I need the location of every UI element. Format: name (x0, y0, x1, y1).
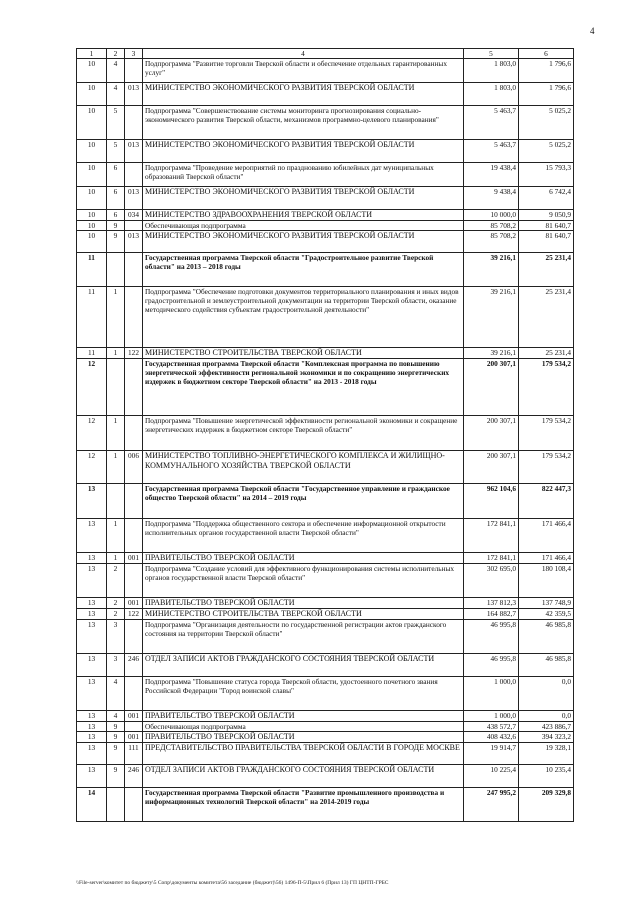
subprogram-code-cell: 1 (107, 348, 125, 359)
plan-amount-cell: 1 000,0 (464, 711, 519, 722)
table-row (77, 253, 574, 287)
agency-code-cell (125, 221, 143, 231)
program-code-cell: 11 (77, 253, 107, 287)
plan-amount-cell: 39 216,1 (464, 348, 519, 359)
program-code-cell: 10 (77, 210, 107, 221)
description-cell: МИНИСТЕРСТВО СТРОИТЕЛЬСТВА ТВЕРСКОЙ ОБЛАСТИ (143, 348, 464, 359)
actual-amount-cell: 46 985,8 (519, 620, 574, 654)
program-code-cell: 10 (77, 140, 107, 163)
description-cell: Обеспечивающая подпрограмма (143, 722, 464, 732)
program-code-cell: 12 (77, 359, 107, 416)
actual-amount-cell: 25 231,4 (519, 253, 574, 287)
subprogram-code-cell: 4 (107, 83, 125, 106)
subprogram-code-cell: 6 (107, 163, 125, 187)
description-cell: ОТДЕЛ ЗАПИСИ АКТОВ ГРАЖДАНСКОГО СОСТОЯНИЯ ТВЕРСКОЙ ОБЛАСТИ (143, 654, 464, 677)
subprogram-code-cell (107, 253, 125, 287)
description-cell: Подпрограмма "Проведение мероприятий по празднованию юбилейных дат муниципальных образований Тверской области" (143, 163, 464, 187)
table-row (77, 83, 574, 106)
plan-amount-cell: 438 572,7 (464, 722, 519, 732)
table-row (77, 765, 574, 788)
table-row (77, 609, 574, 620)
subprogram-code-cell: 3 (107, 620, 125, 654)
actual-amount-cell: 179 534,2 (519, 416, 574, 451)
description-cell: Подпрограмма "Обеспечение подготовки документов территориального планирования и иных видов градостроительной и землеустроительной документации на территории Тверской области, оказание методического содействия субъектам градостроительной деятельности" (143, 287, 464, 348)
subprogram-code-cell: 1 (107, 451, 125, 484)
plan-amount-cell: 46 995,8 (464, 620, 519, 654)
subprogram-code-cell: 9 (107, 231, 125, 253)
description-cell: Подпрограмма "Создание условий для эффективного функционирования системы исполнительных органов государственной власти Тверской области" (143, 564, 464, 598)
plan-amount-cell: 5 463,7 (464, 140, 519, 163)
plan-amount-cell: 19 914,7 (464, 743, 519, 765)
description-cell: ПРАВИТЕЛЬСТВО ТВЕРСКОЙ ОБЛАСТИ (143, 711, 464, 722)
agency-code-cell (125, 253, 143, 287)
agency-code-cell: 001 (125, 711, 143, 722)
header-col-1: 1 (77, 49, 107, 59)
program-code-cell: 11 (77, 287, 107, 348)
actual-amount-cell: 5 025,2 (519, 140, 574, 163)
subprogram-code-cell: 1 (107, 287, 125, 348)
table-row (77, 359, 574, 416)
subprogram-code-cell: 4 (107, 59, 125, 83)
program-code-cell: 10 (77, 187, 107, 210)
agency-code-cell (125, 722, 143, 732)
agency-code-cell (125, 677, 143, 711)
subprogram-code-cell: 2 (107, 564, 125, 598)
plan-amount-cell: 85 708,2 (464, 231, 519, 253)
program-code-cell: 13 (77, 654, 107, 677)
subprogram-code-cell: 6 (107, 187, 125, 210)
agency-code-cell (125, 788, 143, 822)
table-row (77, 416, 574, 451)
program-code-cell: 13 (77, 765, 107, 788)
actual-amount-cell: 1 796,6 (519, 59, 574, 83)
program-code-cell: 13 (77, 519, 107, 553)
actual-amount-cell: 137 748,9 (519, 598, 574, 609)
description-cell: ПРАВИТЕЛЬСТВО ТВЕРСКОЙ ОБЛАСТИ (143, 598, 464, 609)
subprogram-code-cell: 1 (107, 553, 125, 564)
actual-amount-cell: 209 329,8 (519, 788, 574, 822)
actual-amount-cell: 25 231,4 (519, 287, 574, 348)
program-code-cell: 13 (77, 722, 107, 732)
description-cell: ПРАВИТЕЛЬСТВО ТВЕРСКОЙ ОБЛАСТИ (143, 553, 464, 564)
agency-code-cell (125, 564, 143, 598)
description-cell: МИНИСТЕРСТВО ЭКОНОМИЧЕСКОГО РАЗВИТИЯ ТВЕРСКОЙ ОБЛАСТИ (143, 187, 464, 210)
table-row (77, 106, 574, 140)
description-cell: Государственная программа Тверской области "Комплексная программа по повышению энергетической эффективности региональной экономики и по сокращению энергетических издержек в бюджетном секторе Тверской области" на 2013 - 2018 годы (143, 359, 464, 416)
subprogram-code-cell: 1 (107, 519, 125, 553)
program-code-cell: 13 (77, 484, 107, 519)
subprogram-code-cell (107, 484, 125, 519)
actual-amount-cell: 81 640,7 (519, 221, 574, 231)
actual-amount-cell: 394 323,2 (519, 732, 574, 743)
program-code-cell: 13 (77, 732, 107, 743)
table-row (77, 519, 574, 553)
table-row (77, 348, 574, 359)
agency-code-cell: 013 (125, 231, 143, 253)
program-code-cell: 10 (77, 231, 107, 253)
plan-amount-cell: 164 882,7 (464, 609, 519, 620)
plan-amount-cell: 137 812,3 (464, 598, 519, 609)
description-cell: ПРЕДСТАВИТЕЛЬСТВО ПРАВИТЕЛЬСТВА ТВЕРСКОЙ ОБЛАСТИ В ГОРОДЕ МОСКВЕ (143, 743, 464, 765)
description-cell: Государственная программа Тверской области "Градостроительное развитие Тверской области" на 2013 – 2018 годы (143, 253, 464, 287)
table-row (77, 231, 574, 253)
description-cell: Государственная программа Тверской области "Развитие промышленного производства и информационных технологий Тверской области" на 2014-2019 годы (143, 788, 464, 822)
page-number: 4 (590, 26, 595, 36)
table-row (77, 564, 574, 598)
plan-amount-cell: 39 216,1 (464, 253, 519, 287)
agency-code-cell: 001 (125, 598, 143, 609)
plan-amount-cell: 9 438,4 (464, 187, 519, 210)
table-row (77, 598, 574, 609)
plan-amount-cell: 19 438,4 (464, 163, 519, 187)
actual-amount-cell: 42 359,5 (519, 609, 574, 620)
plan-amount-cell: 247 995,2 (464, 788, 519, 822)
program-code-cell: 13 (77, 564, 107, 598)
agency-code-cell (125, 416, 143, 451)
actual-amount-cell: 10 235,4 (519, 765, 574, 788)
actual-amount-cell: 180 108,4 (519, 564, 574, 598)
table-row (77, 677, 574, 711)
agency-code-cell: 013 (125, 187, 143, 210)
description-cell: МИНИСТЕРСТВО ТОПЛИВНО-ЭНЕРГЕТИЧЕСКОГО КОМПЛЕКСА И ЖИЛИЩНО-КОММУНАЛЬНОГО ХОЗЯЙСТВА ТВЕРСКОЙ ОБЛАСТИ (143, 451, 464, 484)
actual-amount-cell: 46 985,8 (519, 654, 574, 677)
program-code-cell: 12 (77, 451, 107, 484)
plan-amount-cell: 10 225,4 (464, 765, 519, 788)
agency-code-cell (125, 620, 143, 654)
subprogram-code-cell: 9 (107, 732, 125, 743)
subprogram-code-cell: 1 (107, 416, 125, 451)
actual-amount-cell: 81 640,7 (519, 231, 574, 253)
actual-amount-cell: 0,0 (519, 711, 574, 722)
subprogram-code-cell (107, 788, 125, 822)
program-code-cell: 13 (77, 711, 107, 722)
subprogram-code-cell: 2 (107, 609, 125, 620)
plan-amount-cell: 200 307,1 (464, 416, 519, 451)
subprogram-code-cell: 4 (107, 677, 125, 711)
subprogram-code-cell: 9 (107, 743, 125, 765)
program-code-cell: 13 (77, 609, 107, 620)
agency-code-cell: 013 (125, 83, 143, 106)
program-code-cell: 13 (77, 677, 107, 711)
actual-amount-cell: 171 466,4 (519, 519, 574, 553)
header-col-6: 6 (519, 49, 574, 59)
header-col-3: 3 (125, 49, 143, 59)
program-code-cell: 10 (77, 83, 107, 106)
description-cell: Подпрограмма "Организация деятельности по государственной регистрации актов гражданского состояния на территории Тверской области" (143, 620, 464, 654)
actual-amount-cell: 15 793,3 (519, 163, 574, 187)
plan-amount-cell: 1 803,0 (464, 59, 519, 83)
table-row (77, 484, 574, 519)
subprogram-code-cell: 4 (107, 711, 125, 722)
description-cell: Подпрограмма "Повышение статуса города Тверской области, удостоенного почетного звания Российской Федерации "Город воинской славы" (143, 677, 464, 711)
agency-code-cell (125, 287, 143, 348)
program-code-cell: 13 (77, 553, 107, 564)
table-row (77, 620, 574, 654)
subprogram-code-cell (107, 359, 125, 416)
description-cell: Подпрограмма "Совершенствование системы мониторинга прогнозирования социально-экономического развития Тверской области, механизмов программно-целевого планирования" (143, 106, 464, 140)
program-code-cell: 13 (77, 743, 107, 765)
plan-amount-cell: 1 803,0 (464, 83, 519, 106)
plan-amount-cell: 962 104,6 (464, 484, 519, 519)
table-row (77, 788, 574, 822)
description-cell: ОТДЕЛ ЗАПИСИ АКТОВ ГРАЖДАНСКОГО СОСТОЯНИЯ ТВЕРСКОЙ ОБЛАСТИ (143, 765, 464, 788)
table-row (77, 59, 574, 83)
description-cell: Подпрограмма "Поддержка общественного сектора и обеспечение информационной открытости исполнительных органов государственной власти Тверской области" (143, 519, 464, 553)
actual-amount-cell: 171 466,4 (519, 553, 574, 564)
agency-code-cell: 246 (125, 765, 143, 788)
plan-amount-cell: 302 695,0 (464, 564, 519, 598)
description-cell: Государственная программа Тверской области "Государственное управление и гражданское общество Тверской области" на 2014 – 2019 годы (143, 484, 464, 519)
table-row (77, 140, 574, 163)
agency-code-cell: 111 (125, 743, 143, 765)
plan-amount-cell: 172 841,1 (464, 519, 519, 553)
program-code-cell: 10 (77, 163, 107, 187)
table-row (77, 743, 574, 765)
plan-amount-cell: 172 841,1 (464, 553, 519, 564)
table-row (77, 711, 574, 722)
plan-amount-cell: 200 307,1 (464, 451, 519, 484)
table-row (77, 210, 574, 221)
header-col-5: 5 (464, 49, 519, 59)
actual-amount-cell: 6 742,4 (519, 187, 574, 210)
header-col-4: 4 (143, 49, 464, 59)
program-code-cell: 14 (77, 788, 107, 822)
plan-amount-cell: 85 708,2 (464, 221, 519, 231)
agency-code-cell: 246 (125, 654, 143, 677)
plan-amount-cell: 1 000,0 (464, 677, 519, 711)
agency-code-cell: 122 (125, 348, 143, 359)
plan-amount-cell: 5 463,7 (464, 106, 519, 140)
subprogram-code-cell: 6 (107, 210, 125, 221)
subprogram-code-cell: 3 (107, 654, 125, 677)
table-row (77, 451, 574, 484)
table-row (77, 163, 574, 187)
description-cell: МИНИСТЕРСТВО ЭКОНОМИЧЕСКОГО РАЗВИТИЯ ТВЕРСКОЙ ОБЛАСТИ (143, 83, 464, 106)
description-cell: МИНИСТЕРСТВО ЭКОНОМИЧЕСКОГО РАЗВИТИЯ ТВЕРСКОЙ ОБЛАСТИ (143, 231, 464, 253)
agency-code-cell: 001 (125, 732, 143, 743)
subprogram-code-cell: 5 (107, 106, 125, 140)
subprogram-code-cell: 9 (107, 722, 125, 732)
plan-amount-cell: 46 995,8 (464, 654, 519, 677)
description-cell: МИНИСТЕРСТВО ЗДРАВООХРАНЕНИЯ ТВЕРСКОЙ ОБЛАСТИ (143, 210, 464, 221)
plan-amount-cell: 10 000,0 (464, 210, 519, 221)
description-cell: Подпрограмма "Повышение энергетической эффективности региональной экономики и сокращение энергетических издержек в бюджетном секторе Тверской области" (143, 416, 464, 451)
agency-code-cell (125, 359, 143, 416)
agency-code-cell (125, 484, 143, 519)
agency-code-cell: 013 (125, 140, 143, 163)
description-cell: Подпрограмма "Развитие торговли Тверской области и обеспечение отдельных гарантированных услуг" (143, 59, 464, 83)
subprogram-code-cell: 9 (107, 221, 125, 231)
agency-code-cell (125, 106, 143, 140)
plan-amount-cell: 39 216,1 (464, 287, 519, 348)
header-col-2: 2 (107, 49, 125, 59)
program-code-cell: 11 (77, 348, 107, 359)
table-row (77, 187, 574, 210)
table-row (77, 654, 574, 677)
plan-amount-cell: 200 307,1 (464, 359, 519, 416)
table-row (77, 221, 574, 231)
agency-code-cell: 006 (125, 451, 143, 484)
program-code-cell: 10 (77, 221, 107, 231)
actual-amount-cell: 25 231,4 (519, 348, 574, 359)
agency-code-cell (125, 519, 143, 553)
table-row (77, 732, 574, 743)
agency-code-cell (125, 59, 143, 83)
actual-amount-cell: 5 025,2 (519, 106, 574, 140)
description-cell: ПРАВИТЕЛЬСТВО ТВЕРСКОЙ ОБЛАСТИ (143, 732, 464, 743)
actual-amount-cell: 1 796,6 (519, 83, 574, 106)
agency-code-cell: 034 (125, 210, 143, 221)
actual-amount-cell: 9 050,9 (519, 210, 574, 221)
agency-code-cell (125, 163, 143, 187)
table-row (77, 287, 574, 348)
plan-amount-cell: 408 432,6 (464, 732, 519, 743)
actual-amount-cell: 822 447,3 (519, 484, 574, 519)
program-code-cell: 10 (77, 59, 107, 83)
description-cell: Обеспечивающая подпрограмма (143, 221, 464, 231)
actual-amount-cell: 19 328,1 (519, 743, 574, 765)
budget-table (76, 48, 574, 822)
actual-amount-cell: 0,0 (519, 677, 574, 711)
description-cell: МИНИСТЕРСТВО ЭКОНОМИЧЕСКОГО РАЗВИТИЯ ТВЕРСКОЙ ОБЛАСТИ (143, 140, 464, 163)
table-header-row (77, 49, 574, 59)
agency-code-cell: 122 (125, 609, 143, 620)
subprogram-code-cell: 9 (107, 765, 125, 788)
actual-amount-cell: 423 886,7 (519, 722, 574, 732)
file-path-footer: \\File-server\комитет по бюджету\5 Сопр\документы комитета\56 заседание (бюджет)\56) 1496-П-5\Прил 6 (Прил 13) ГП ЦНТП-ГРБС (76, 880, 389, 886)
program-code-cell: 13 (77, 598, 107, 609)
table-row (77, 553, 574, 564)
description-cell: МИНИСТЕРСТВО СТРОИТЕЛЬСТВА ТВЕРСКОЙ ОБЛАСТИ (143, 609, 464, 620)
actual-amount-cell: 179 534,2 (519, 359, 574, 416)
subprogram-code-cell: 5 (107, 140, 125, 163)
program-code-cell: 10 (77, 106, 107, 140)
agency-code-cell: 001 (125, 553, 143, 564)
program-code-cell: 12 (77, 416, 107, 451)
actual-amount-cell: 179 534,2 (519, 451, 574, 484)
subprogram-code-cell: 2 (107, 598, 125, 609)
table-row (77, 722, 574, 732)
program-code-cell: 13 (77, 620, 107, 654)
